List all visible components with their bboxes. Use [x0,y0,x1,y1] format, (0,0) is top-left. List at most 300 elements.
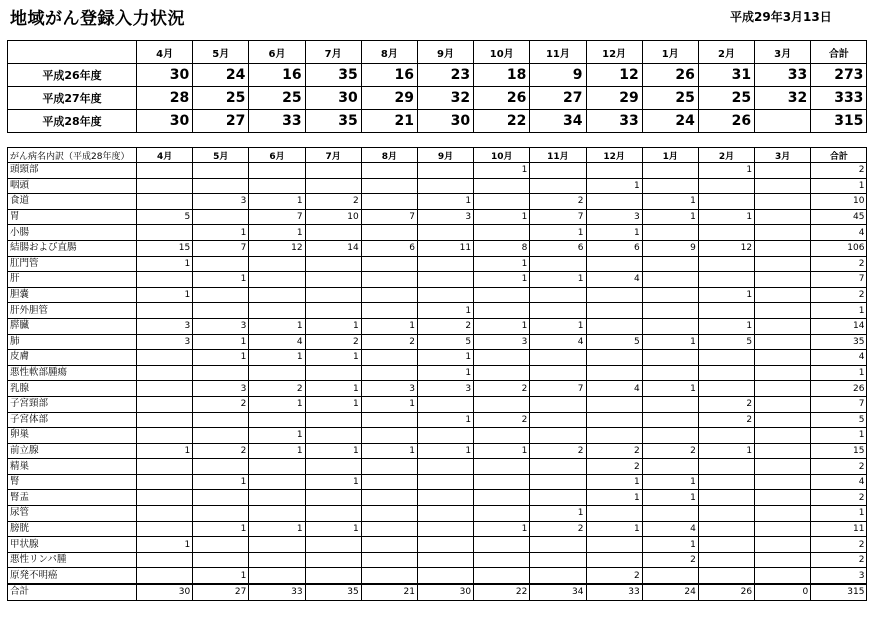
value-cell [417,256,473,272]
value-cell [698,474,754,490]
value-cell: 1 [698,287,754,303]
value-cell [642,256,698,272]
value-cell: 1 [642,474,698,490]
value-cell [698,490,754,506]
column-header: 5月 [193,148,249,163]
value-cell [642,163,698,179]
value-cell [474,568,530,584]
cancer-breakdown-table [7,147,867,601]
cancer-type-row [8,537,867,553]
value-cell [698,521,754,537]
value-cell: 1 [137,287,193,303]
value-cell: 5 [811,412,867,428]
value-cell: 1 [642,334,698,350]
value-cell [361,537,417,553]
value-cell [755,209,811,225]
value-cell: 30 [137,64,193,87]
value-cell [698,459,754,475]
value-cell [137,396,193,412]
value-cell: 5 [417,334,473,350]
value-cell: 35 [811,334,867,350]
value-cell [137,459,193,475]
column-header: 12月 [586,41,642,64]
value-cell: 30 [417,584,473,600]
value-cell [755,350,811,366]
column-header: 7月 [305,148,361,163]
value-cell [361,303,417,319]
value-cell [530,474,586,490]
year-row [8,87,867,110]
value-cell [755,110,811,133]
value-cell: 2 [361,334,417,350]
row-label: 腎 [8,474,137,490]
value-cell [305,256,361,272]
value-cell: 12 [698,240,754,256]
row-label: 平成27年度 [8,87,137,110]
value-cell [755,396,811,412]
total-row [8,584,867,600]
value-cell [586,350,642,366]
value-cell [698,256,754,272]
value-cell [249,537,305,553]
value-cell [530,163,586,179]
value-cell [249,163,305,179]
value-cell: 2 [305,334,361,350]
value-cell [137,506,193,522]
value-cell: 3 [137,318,193,334]
value-cell: 2 [530,194,586,210]
cancer-type-row [8,272,867,288]
value-cell: 273 [811,64,867,87]
value-cell [755,459,811,475]
value-cell [361,350,417,366]
value-cell: 2 [642,552,698,568]
value-cell [305,506,361,522]
cancer-type-row [8,459,867,475]
value-cell [530,568,586,584]
value-cell [305,428,361,444]
value-cell: 27 [193,110,249,133]
value-cell [698,381,754,397]
value-cell [305,178,361,194]
value-cell [305,568,361,584]
value-cell [698,194,754,210]
value-cell [698,552,754,568]
value-cell: 25 [193,87,249,110]
value-cell [249,178,305,194]
value-cell [417,552,473,568]
value-cell: 34 [530,584,586,600]
page-title: 地域がん登録入力状況 [10,9,185,29]
value-cell: 4 [530,334,586,350]
value-cell: 2 [586,568,642,584]
value-cell [530,537,586,553]
value-cell: 18 [474,64,530,87]
value-cell: 16 [361,64,417,87]
value-cell: 2 [698,396,754,412]
value-cell [193,490,249,506]
value-cell [642,365,698,381]
cancer-type-row [8,365,867,381]
value-cell [137,428,193,444]
value-cell: 1 [305,350,361,366]
row-label: 乳腺 [8,381,137,397]
value-cell [305,287,361,303]
value-cell [755,521,811,537]
cancer-type-row [8,225,867,241]
cancer-type-row [8,443,867,459]
value-cell: 1 [249,225,305,241]
value-cell: 1 [249,443,305,459]
value-cell: 2 [811,459,867,475]
value-cell: 25 [642,87,698,110]
value-cell: 1 [586,521,642,537]
column-header: 11月 [530,148,586,163]
column-header: 1月 [642,148,698,163]
column-header: 6月 [249,148,305,163]
column-header: 9月 [417,148,473,163]
value-cell [361,428,417,444]
value-cell: 5 [586,334,642,350]
value-cell [586,256,642,272]
value-cell: 1 [811,428,867,444]
cancer-type-row [8,287,867,303]
value-cell: 3 [193,381,249,397]
value-cell [530,365,586,381]
value-cell [193,506,249,522]
column-header: 2月 [698,148,754,163]
row-label: 肝外胆管 [8,303,137,319]
value-cell [417,428,473,444]
column-header: 10月 [474,41,530,64]
value-cell [474,287,530,303]
value-cell [698,428,754,444]
value-cell [755,443,811,459]
cancer-type-row [8,318,867,334]
value-cell [474,552,530,568]
value-cell [137,163,193,179]
cancer-type-row [8,506,867,522]
row-label: 平成28年度 [8,110,137,133]
value-cell [137,521,193,537]
value-cell: 7 [811,272,867,288]
row-label: 合計 [8,584,137,600]
value-cell: 1 [474,163,530,179]
value-cell: 1 [642,209,698,225]
breakdown-header-label: がん病名内訳（平成28年度） [8,148,137,163]
value-cell [137,178,193,194]
value-cell: 1 [642,537,698,553]
value-cell [305,490,361,506]
cancer-type-row [8,428,867,444]
value-cell [361,490,417,506]
value-cell [305,459,361,475]
row-label: 卵巣 [8,428,137,444]
value-cell: 106 [811,240,867,256]
value-cell: 45 [811,209,867,225]
value-cell [361,163,417,179]
value-cell: 33 [249,584,305,600]
cancer-type-row [8,256,867,272]
value-cell [249,552,305,568]
value-cell [361,474,417,490]
value-cell [755,163,811,179]
value-cell [249,365,305,381]
value-cell [137,552,193,568]
value-cell [586,194,642,210]
column-header: 2月 [698,41,754,64]
value-cell: 1 [249,318,305,334]
value-cell: 1 [361,443,417,459]
report-date: 平成29年3月13日 [730,10,832,24]
value-cell: 2 [642,443,698,459]
value-cell: 30 [137,584,193,600]
cancer-type-row [8,209,867,225]
cancer-type-row [8,412,867,428]
cancer-type-row [8,303,867,319]
value-cell [755,225,811,241]
value-cell [361,552,417,568]
row-label: 胆嚢 [8,287,137,303]
value-cell [305,303,361,319]
value-cell: 1 [811,178,867,194]
value-cell [137,350,193,366]
value-cell: 1 [417,443,473,459]
value-cell [642,459,698,475]
value-cell: 26 [474,87,530,110]
value-cell: 26 [642,64,698,87]
value-cell [193,287,249,303]
value-cell: 1 [474,209,530,225]
value-cell: 2 [811,287,867,303]
value-cell: 7 [530,381,586,397]
value-cell: 11 [811,521,867,537]
value-cell: 7 [361,209,417,225]
value-cell: 2 [586,459,642,475]
value-cell [755,334,811,350]
value-cell: 30 [305,87,361,110]
value-cell [586,318,642,334]
value-cell: 4 [811,474,867,490]
value-cell: 1 [698,209,754,225]
row-label: 皮膚 [8,350,137,366]
value-cell: 25 [249,87,305,110]
value-cell: 1 [305,474,361,490]
value-cell: 1 [642,194,698,210]
value-cell: 10 [811,194,867,210]
value-cell: 35 [305,64,361,87]
value-cell [474,365,530,381]
value-cell [417,474,473,490]
value-cell [417,225,473,241]
cancer-type-row [8,521,867,537]
column-header: 3月 [755,148,811,163]
value-cell [530,459,586,475]
value-cell: 4 [642,521,698,537]
column-header: 3月 [755,41,811,64]
value-cell: 12 [249,240,305,256]
value-cell [642,318,698,334]
value-cell [642,287,698,303]
value-cell: 6 [361,240,417,256]
value-cell: 2 [474,381,530,397]
cancer-type-row [8,350,867,366]
value-cell: 8 [474,240,530,256]
value-cell: 7 [811,396,867,412]
value-cell: 0 [755,584,811,600]
value-cell [137,194,193,210]
value-cell: 1 [249,350,305,366]
value-cell: 1 [305,318,361,334]
value-cell: 1 [474,272,530,288]
value-cell: 1 [417,412,473,428]
cancer-type-row [8,240,867,256]
value-cell [137,381,193,397]
value-cell [249,490,305,506]
value-cell: 28 [137,87,193,110]
value-cell: 1 [586,225,642,241]
cancer-type-row [8,552,867,568]
value-cell: 1 [417,194,473,210]
value-cell: 315 [811,584,867,600]
value-cell [642,568,698,584]
column-header: 8月 [361,41,417,64]
row-label: 肛門管 [8,256,137,272]
cancer-type-row [8,396,867,412]
value-cell [755,240,811,256]
value-cell [530,256,586,272]
value-cell [137,412,193,428]
column-header: 1月 [642,41,698,64]
value-cell: 1 [474,318,530,334]
value-cell [755,381,811,397]
value-cell: 1 [642,381,698,397]
year-row [8,64,867,87]
value-cell [755,490,811,506]
value-cell: 4 [249,334,305,350]
cancer-type-row [8,178,867,194]
value-cell [417,537,473,553]
value-cell [193,209,249,225]
value-cell: 1 [305,396,361,412]
value-cell: 23 [417,64,473,87]
value-cell: 3 [193,318,249,334]
value-cell [755,303,811,319]
value-cell [698,350,754,366]
value-cell [417,568,473,584]
value-cell [755,256,811,272]
value-cell: 24 [642,584,698,600]
value-cell: 1 [193,568,249,584]
value-cell: 4 [811,225,867,241]
value-cell [417,272,473,288]
value-cell [305,163,361,179]
cancer-type-row [8,334,867,350]
value-cell [755,287,811,303]
value-cell: 26 [811,381,867,397]
value-cell [530,396,586,412]
value-cell [361,521,417,537]
value-cell [586,396,642,412]
value-cell: 33 [586,584,642,600]
value-cell: 2 [811,552,867,568]
value-cell: 6 [530,240,586,256]
value-cell [249,287,305,303]
value-cell [586,506,642,522]
column-header: 7月 [305,41,361,64]
row-label: 子宮頸部 [8,396,137,412]
value-cell: 12 [586,64,642,87]
value-cell [137,272,193,288]
value-cell [474,225,530,241]
value-cell [530,178,586,194]
corner-cell [8,41,137,64]
value-cell: 9 [530,64,586,87]
value-cell [530,287,586,303]
value-cell: 29 [586,87,642,110]
value-cell [193,428,249,444]
value-cell: 30 [137,110,193,133]
value-cell [642,178,698,194]
value-cell [249,412,305,428]
value-cell: 7 [193,240,249,256]
value-cell [137,568,193,584]
value-cell: 33 [755,64,811,87]
value-cell [417,396,473,412]
column-header: 6月 [249,41,305,64]
value-cell [305,272,361,288]
row-label: 悪性軟部腫瘍 [8,365,137,381]
value-cell: 1 [305,443,361,459]
value-cell [530,412,586,428]
value-cell: 24 [642,110,698,133]
value-cell [137,303,193,319]
value-cell: 2 [249,381,305,397]
value-cell: 26 [698,110,754,133]
value-cell [530,303,586,319]
value-cell: 1 [193,350,249,366]
value-cell: 1 [530,506,586,522]
row-label: 悪性リンパ腫 [8,552,137,568]
value-cell [755,272,811,288]
value-cell [474,428,530,444]
value-cell [530,350,586,366]
value-cell: 2 [193,443,249,459]
value-cell [417,459,473,475]
value-cell: 2 [193,396,249,412]
value-cell: 9 [642,240,698,256]
value-cell [361,412,417,428]
column-header: 4月 [137,41,193,64]
value-cell [474,490,530,506]
value-cell [474,459,530,475]
value-cell: 30 [417,110,473,133]
value-cell [698,225,754,241]
value-cell [474,178,530,194]
value-cell [305,365,361,381]
value-cell: 2 [305,194,361,210]
cancer-type-row [8,568,867,584]
value-cell: 1 [417,350,473,366]
value-cell: 4 [586,381,642,397]
value-cell [698,506,754,522]
value-cell [755,428,811,444]
value-cell: 7 [530,209,586,225]
value-cell: 1 [417,303,473,319]
value-cell [755,194,811,210]
cancer-type-row [8,163,867,179]
value-cell [642,428,698,444]
